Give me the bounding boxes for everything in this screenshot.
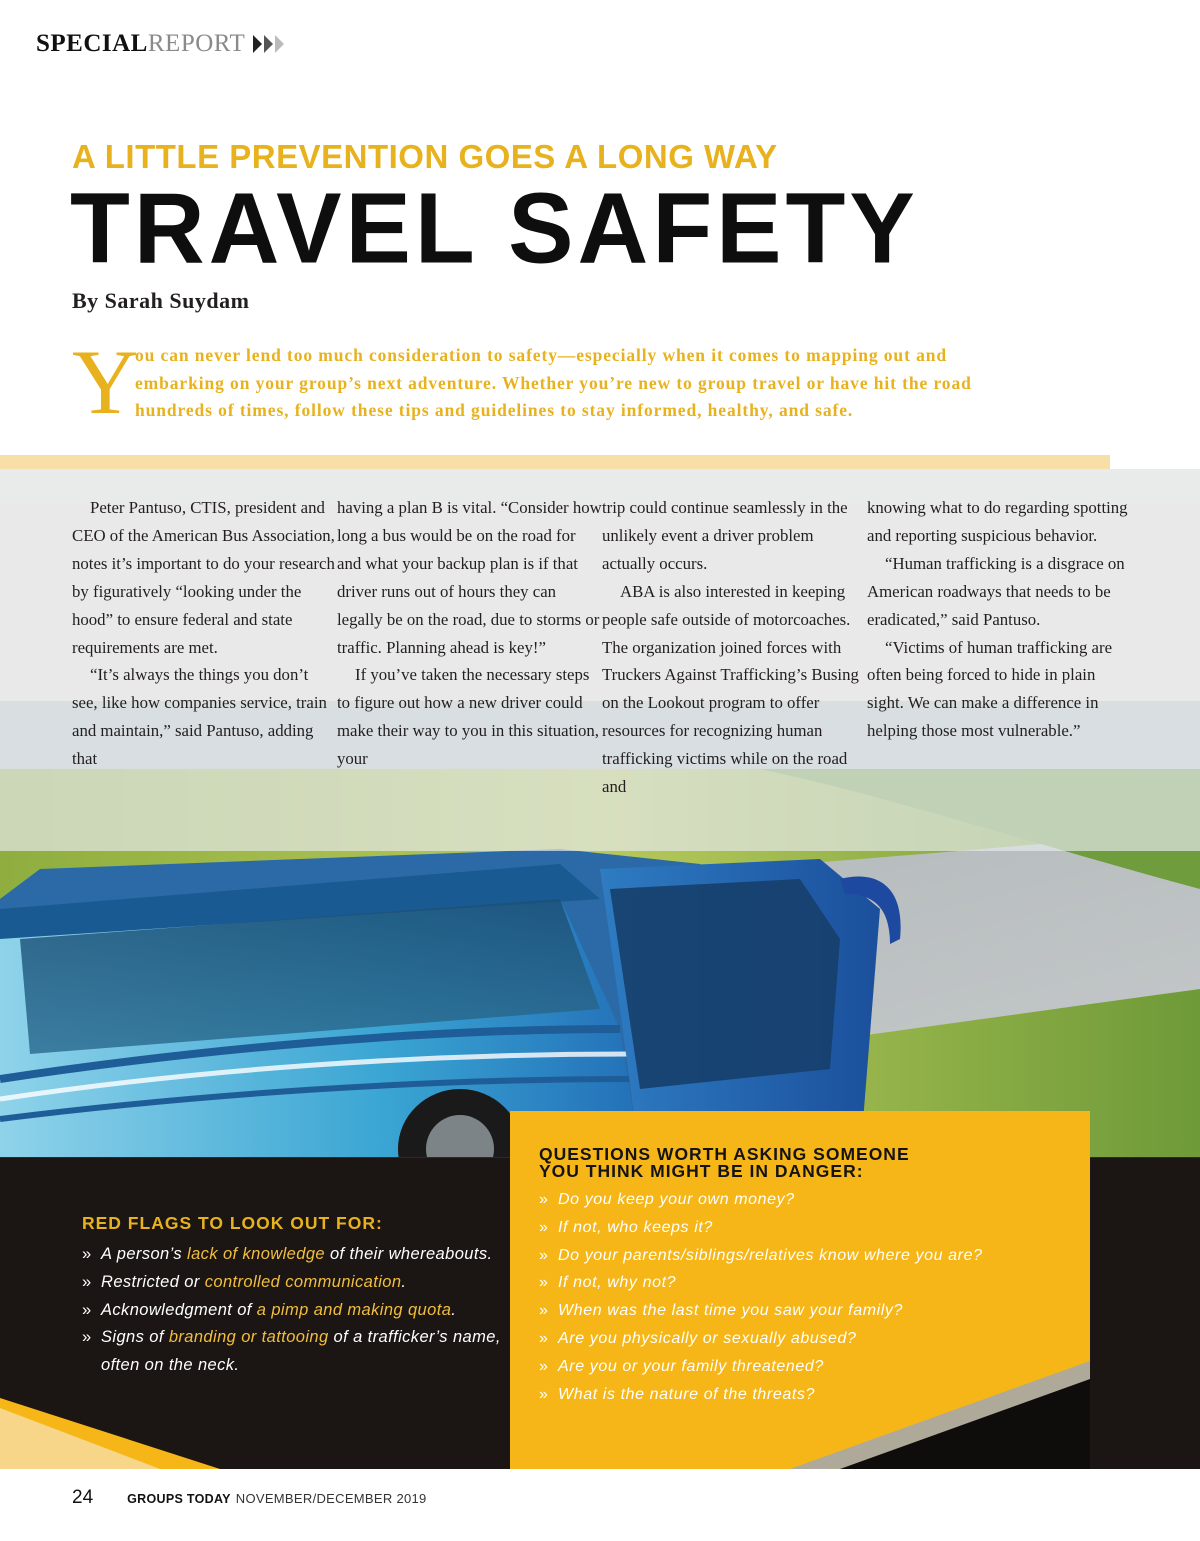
list-item: » When was the last time you saw your family?: [539, 1297, 1079, 1325]
list-item: » Are you or your family threatened?: [539, 1353, 1079, 1381]
bullet-chevron-icon: »: [82, 1328, 92, 1347]
list-item: » Do your parents/siblings/relatives know where you are?: [539, 1242, 1079, 1270]
list-item: » A person’s lack of knowledge of their whereabouts.: [82, 1241, 502, 1269]
section-tag-strong: SPECIAL: [36, 30, 148, 57]
body-column-1: [72, 494, 337, 801]
body-paragraph: knowing what to do regarding spotting and reporting suspicious behavior.: [867, 498, 1128, 545]
bullet-chevron-icon: »: [82, 1272, 92, 1291]
article-body-columns: [72, 494, 1132, 801]
page-footer: [72, 1487, 427, 1509]
body-paragraph: Peter Pantuso, CTIS, president and CEO of the American Bus Association, notes it’s important to do your research by figuratively “looking under the hood” to ensure federal and state requirements are met.: [72, 498, 335, 657]
list-item: » Restricted or controlled communication.: [82, 1269, 502, 1297]
bullet-chevron-icon: »: [539, 1218, 549, 1236]
list-item: » Acknowledgment of a pimp and making quota.: [82, 1297, 502, 1325]
list-item: » If not, who keeps it?: [539, 1214, 1079, 1242]
list-item: » What is the nature of the threats?: [539, 1381, 1079, 1409]
body-column-4: [867, 494, 1132, 801]
list-item: » Do you keep your own money?: [539, 1186, 1079, 1214]
bullet-chevron-icon: »: [82, 1300, 92, 1319]
questions-heading: QUESTIONS WORTH ASKING SOMEONE YOU THINK MIGHT BE IN DANGER:: [539, 1144, 910, 1181]
magazine-name: GROUPS TODAY: [127, 1492, 231, 1506]
list-item: » Signs of branding or tattooing of a trafficker’s name, often on the neck.: [82, 1324, 502, 1380]
body-paragraph: trip could continue seamlessly in the unlikely event a driver problem actually occurs.: [602, 498, 848, 573]
page-number: 24: [72, 1487, 94, 1508]
body-column-2: [337, 494, 602, 801]
body-paragraph: “Human trafficking is a disgrace on American roadways that needs to be eradicated,” said Pantuso.: [867, 553, 1125, 629]
body-column-3: [602, 494, 867, 801]
bullet-chevron-icon: »: [539, 1246, 549, 1264]
red-flags-box: [82, 1213, 502, 1380]
bullet-chevron-icon: »: [539, 1274, 549, 1292]
lead-paragraph: [72, 331, 1002, 433]
lead-text: ou can never lend too much consideration to safety—especially when it comes to mapping out and embarking on your group’s next adventure. Whether you’re new to group travel or have hit the road hundreds of times, follow these tips and guidelines to stay informed, healthy, and safe.: [135, 345, 972, 420]
bullet-chevron-icon: »: [539, 1385, 549, 1403]
article-byline: By Sarah Suydam: [72, 288, 250, 313]
bullet-chevron-icon: »: [539, 1302, 549, 1320]
red-flags-heading: RED FLAGS TO LOOK OUT FOR:: [82, 1213, 383, 1233]
body-paragraph: “It’s always the things you don’t see, like how companies service, train and maintain,” said Pantuso, adding that: [72, 665, 327, 769]
questions-box: [510, 1111, 1090, 1469]
bullet-chevron-icon: »: [539, 1357, 549, 1375]
bullet-chevron-icon: »: [82, 1245, 92, 1263]
issue-date: NOVEMBER/DECEMBER 2019: [235, 1491, 427, 1506]
body-paragraph: If you’ve taken the necessary steps to figure out how a new driver could make their way to you in this situation, your: [337, 665, 599, 769]
gold-divider-strip: [0, 455, 1110, 469]
body-paragraph: having a plan B is vital. “Consider how long a bus would be on the road for and what your backup plan is if that driver runs out of hours they can legally be on the road, due to storms or traffic. Planning ahead is key!”: [337, 498, 602, 657]
drop-cap: Y: [72, 331, 139, 433]
section-tag: [36, 30, 284, 58]
triple-right-arrow-icon: [253, 35, 284, 53]
section-tag-light: REPORT: [147, 30, 246, 57]
body-paragraph: “Victims of human trafficking are often being forced to hide in plain sight. We can make a difference in helping those most vulnerable.”: [867, 637, 1113, 741]
bullet-chevron-icon: »: [539, 1191, 549, 1208]
list-item: » If not, why not?: [539, 1269, 1079, 1297]
list-item: » Are you physically or sexually abused?: [539, 1325, 1079, 1353]
body-paragraph: ABA is also interested in keeping people safe outside of motorcoaches. The organization joined forces with Truckers Against Trafficking’s Busing on the Lookout program to offer resources for recognizing human trafficking victims while on the road and: [602, 581, 859, 797]
article-kicker: A LITTLE PREVENTION GOES A LONG WAY: [72, 138, 778, 175]
article-title: TRAVEL SAFETY: [70, 171, 919, 285]
bullet-chevron-icon: »: [539, 1329, 549, 1347]
